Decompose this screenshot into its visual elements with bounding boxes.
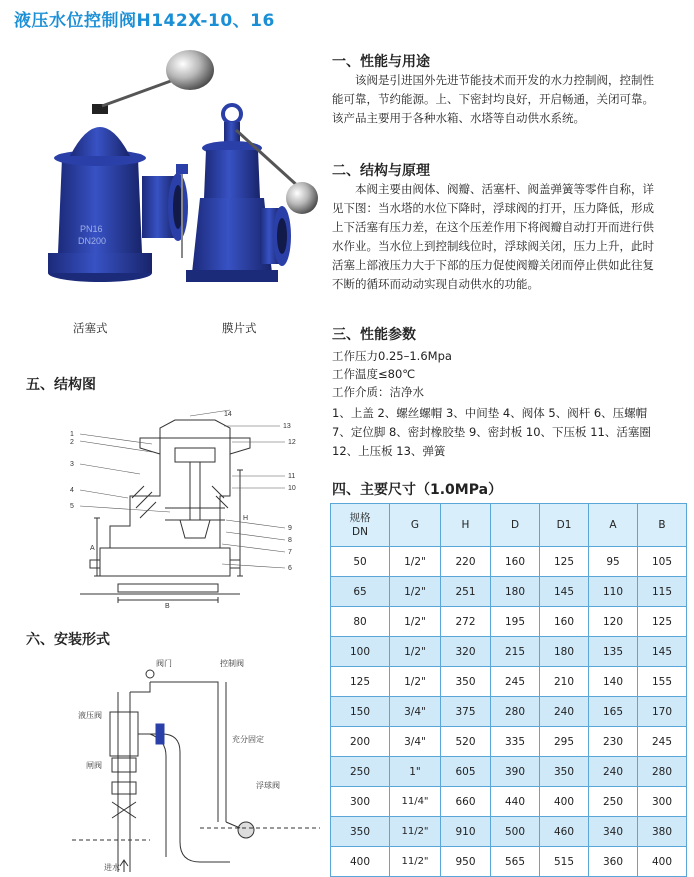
diagram-label: 7: [288, 549, 292, 556]
cell: 400: [331, 847, 390, 877]
cell: 440: [491, 787, 540, 817]
cell: 11/2": [390, 847, 441, 877]
col-header-d: D: [491, 504, 540, 547]
cell: 340: [589, 817, 638, 847]
diagram-label: 6: [288, 565, 292, 572]
col-header-dn-label: 规格DN: [349, 512, 371, 538]
diagram-label: 5: [70, 503, 74, 510]
cell: 115: [638, 577, 687, 607]
diagram-label: 12: [288, 439, 296, 446]
dim-label-h: H: [243, 515, 249, 522]
photo-caption-right: 膜片式: [222, 321, 257, 335]
cell: 1/2": [390, 547, 441, 577]
param-medium: 工作介质：洁净水: [332, 385, 424, 399]
diagram-label: 13: [283, 423, 291, 430]
diagram-label: 1: [70, 431, 74, 438]
table-row: [331, 697, 687, 727]
cell: 350: [540, 757, 589, 787]
cell: 515: [540, 847, 589, 877]
cell: 335: [491, 727, 540, 757]
install-label-fixed: 充分固定: [232, 735, 264, 744]
install-label-inlet: 进水: [104, 863, 120, 872]
cell: 565: [491, 847, 540, 877]
install-label-control-valve: 控制阀: [220, 659, 244, 668]
cell: 215: [491, 637, 540, 667]
parts-line: 7、定位脚 8、密封橡胶垫 9、密封板 10、下压板 11、活塞圈: [332, 425, 651, 439]
dim-label-b: B: [165, 603, 170, 608]
section4-heading: 四、主要尺寸（1.0MPa）: [332, 482, 503, 498]
section1-text: [332, 71, 687, 128]
cell: 605: [441, 757, 491, 787]
cell: 250: [331, 757, 390, 787]
cell: 245: [491, 667, 540, 697]
cell: 1/2": [390, 607, 441, 637]
body-marking-dn: DN200: [78, 236, 107, 246]
page-title: 液压水位控制阀H142X-10、16: [14, 11, 275, 31]
diaphragm-valve-photo: [176, 105, 318, 282]
cell: 1/2": [390, 667, 441, 697]
cell: 375: [441, 697, 491, 727]
cell: 160: [491, 547, 540, 577]
section2-line: 见下图：当水塔的水位下降时，浮球阀的打开，压力降低，形成: [332, 201, 654, 215]
section3-heading: 三、性能参数: [332, 327, 416, 343]
param-pressure: 工作压力0.25–1.6Mpa: [332, 349, 452, 363]
table-row: [331, 847, 687, 877]
cell: 1/2": [390, 637, 441, 667]
cell: 400: [638, 847, 687, 877]
section2-line: 水作业。当水位上到控制线位时，浮球阀关闭，压力上升，此时: [332, 239, 654, 253]
dim-label-a: A: [90, 545, 95, 552]
cell: 125: [540, 547, 589, 577]
cell: 250: [589, 787, 638, 817]
col-header-dn: [331, 504, 390, 547]
col-header-g: G: [390, 504, 441, 547]
cell: 300: [331, 787, 390, 817]
install-label-hydraulic-valve: 液压阀: [78, 711, 102, 720]
cell: 230: [589, 727, 638, 757]
cell: 460: [540, 817, 589, 847]
parts-list: [332, 404, 682, 461]
cell: 80: [331, 607, 390, 637]
section2-line: 活塞上部液压力大于下部的压力促使阀瓣关闭而停止供如此往复: [332, 258, 654, 272]
section1-line: 能可靠，节约能源。上、下密封均良好，开启畅通，关闭可靠。: [332, 92, 654, 106]
section2-heading: 二、结构与原理: [332, 163, 430, 179]
section6-heading: 六、安装形式: [26, 632, 110, 648]
cell: 95: [589, 547, 638, 577]
install-label-gate-valve: 闸阀: [86, 761, 102, 770]
cell: 910: [441, 817, 491, 847]
cell: 135: [589, 637, 638, 667]
table-row: [331, 817, 687, 847]
cell: 180: [491, 577, 540, 607]
cell: 210: [540, 667, 589, 697]
section2-line: 本阀主要由阀体、阀瓣、活塞杆、阀盖弹簧等零件自称，详: [355, 182, 654, 196]
valve-photos: [10, 48, 320, 308]
cell: 195: [491, 607, 540, 637]
cell: 251: [441, 577, 491, 607]
table-row: [331, 607, 687, 637]
installation-diagram: [70, 652, 320, 874]
table-row: [331, 757, 687, 787]
cell: 50: [331, 547, 390, 577]
cell: 3/4": [390, 697, 441, 727]
section1-line: 该阀是引进国外先进节能技术而开发的水力控制阀，控制性: [355, 73, 654, 87]
cell: 1/2": [390, 577, 441, 607]
cell: 520: [441, 727, 491, 757]
param-temperature: 工作温度≤80℃: [332, 367, 416, 381]
cell: 220: [441, 547, 491, 577]
cell: 125: [331, 667, 390, 697]
cell: 180: [540, 637, 589, 667]
dimensions-table: [330, 503, 687, 877]
cell: 65: [331, 577, 390, 607]
install-label-float-valve: 浮球阀: [256, 781, 280, 790]
cell: 660: [441, 787, 491, 817]
diagram-label: 11: [288, 473, 296, 480]
cell: 155: [638, 667, 687, 697]
table-row: [331, 637, 687, 667]
diagram-label: 10: [288, 485, 296, 492]
cell: 320: [441, 637, 491, 667]
body-marking-pn: PN16: [80, 224, 103, 234]
cell: 350: [331, 817, 390, 847]
cell: 200: [331, 727, 390, 757]
cell: 390: [491, 757, 540, 787]
cell: 272: [441, 607, 491, 637]
diagram-label: 8: [288, 537, 292, 544]
section2-text: [332, 180, 687, 294]
cell: 170: [638, 697, 687, 727]
table-row: [331, 667, 687, 697]
cell: 280: [638, 757, 687, 787]
section1-line: 该产品主要用于各种水箱、水塔等自动供水系统。: [332, 111, 585, 125]
parts-line: 1、上盖 2、螺丝螺帽 3、中间垫 4、阀体 5、阀杆 6、压螺帽: [332, 406, 648, 420]
cell: 245: [638, 727, 687, 757]
cell: 145: [638, 637, 687, 667]
cell: 11/4": [390, 787, 441, 817]
col-header-b: B: [638, 504, 687, 547]
cell: 145: [540, 577, 589, 607]
section1-heading: 一、性能与用途: [332, 54, 430, 70]
cell: 125: [638, 607, 687, 637]
cell: 110: [589, 577, 638, 607]
cell: 120: [589, 607, 638, 637]
section5-heading: 五、结构图: [26, 377, 96, 393]
col-header-d1: D1: [540, 504, 589, 547]
performance-params: [332, 347, 452, 401]
cell: 160: [540, 607, 589, 637]
cell: 360: [589, 847, 638, 877]
cell: 500: [491, 817, 540, 847]
table-row: [331, 577, 687, 607]
col-header-h: H: [441, 504, 491, 547]
cell: 1": [390, 757, 441, 787]
structure-diagram: [40, 408, 310, 608]
install-label-valve: 阀门: [156, 659, 172, 668]
cell: 350: [441, 667, 491, 697]
section2-line: 上下活塞有压力差，在这个压差作用下将阀瓣自动打开而进行供: [332, 220, 654, 234]
piston-valve-photo: [48, 50, 214, 282]
cell: 165: [589, 697, 638, 727]
cell: 3/4": [390, 727, 441, 757]
diagram-label: 4: [70, 487, 74, 494]
diagram-label: 3: [70, 461, 74, 468]
table-row: [331, 787, 687, 817]
diagram-label: 14: [224, 411, 232, 418]
cell: 295: [540, 727, 589, 757]
cell: 300: [638, 787, 687, 817]
cell: 140: [589, 667, 638, 697]
cell: 11/2": [390, 817, 441, 847]
col-header-a: A: [589, 504, 638, 547]
table-row: [331, 727, 687, 757]
cell: 380: [638, 817, 687, 847]
photo-caption-left: 活塞式: [73, 321, 108, 335]
diagram-label: 2: [70, 439, 74, 446]
cell: 280: [491, 697, 540, 727]
diagram-label: 9: [288, 525, 292, 532]
section2-line: 不断的循环而动动实现自动供水的功能。: [332, 277, 539, 291]
cell: 240: [589, 757, 638, 787]
cell: 150: [331, 697, 390, 727]
cell: 105: [638, 547, 687, 577]
cell: 100: [331, 637, 390, 667]
parts-line: 12、上压板 13、弹簧: [332, 444, 446, 458]
table-row: [331, 547, 687, 577]
cell: 240: [540, 697, 589, 727]
cell: 400: [540, 787, 589, 817]
cell: 950: [441, 847, 491, 877]
